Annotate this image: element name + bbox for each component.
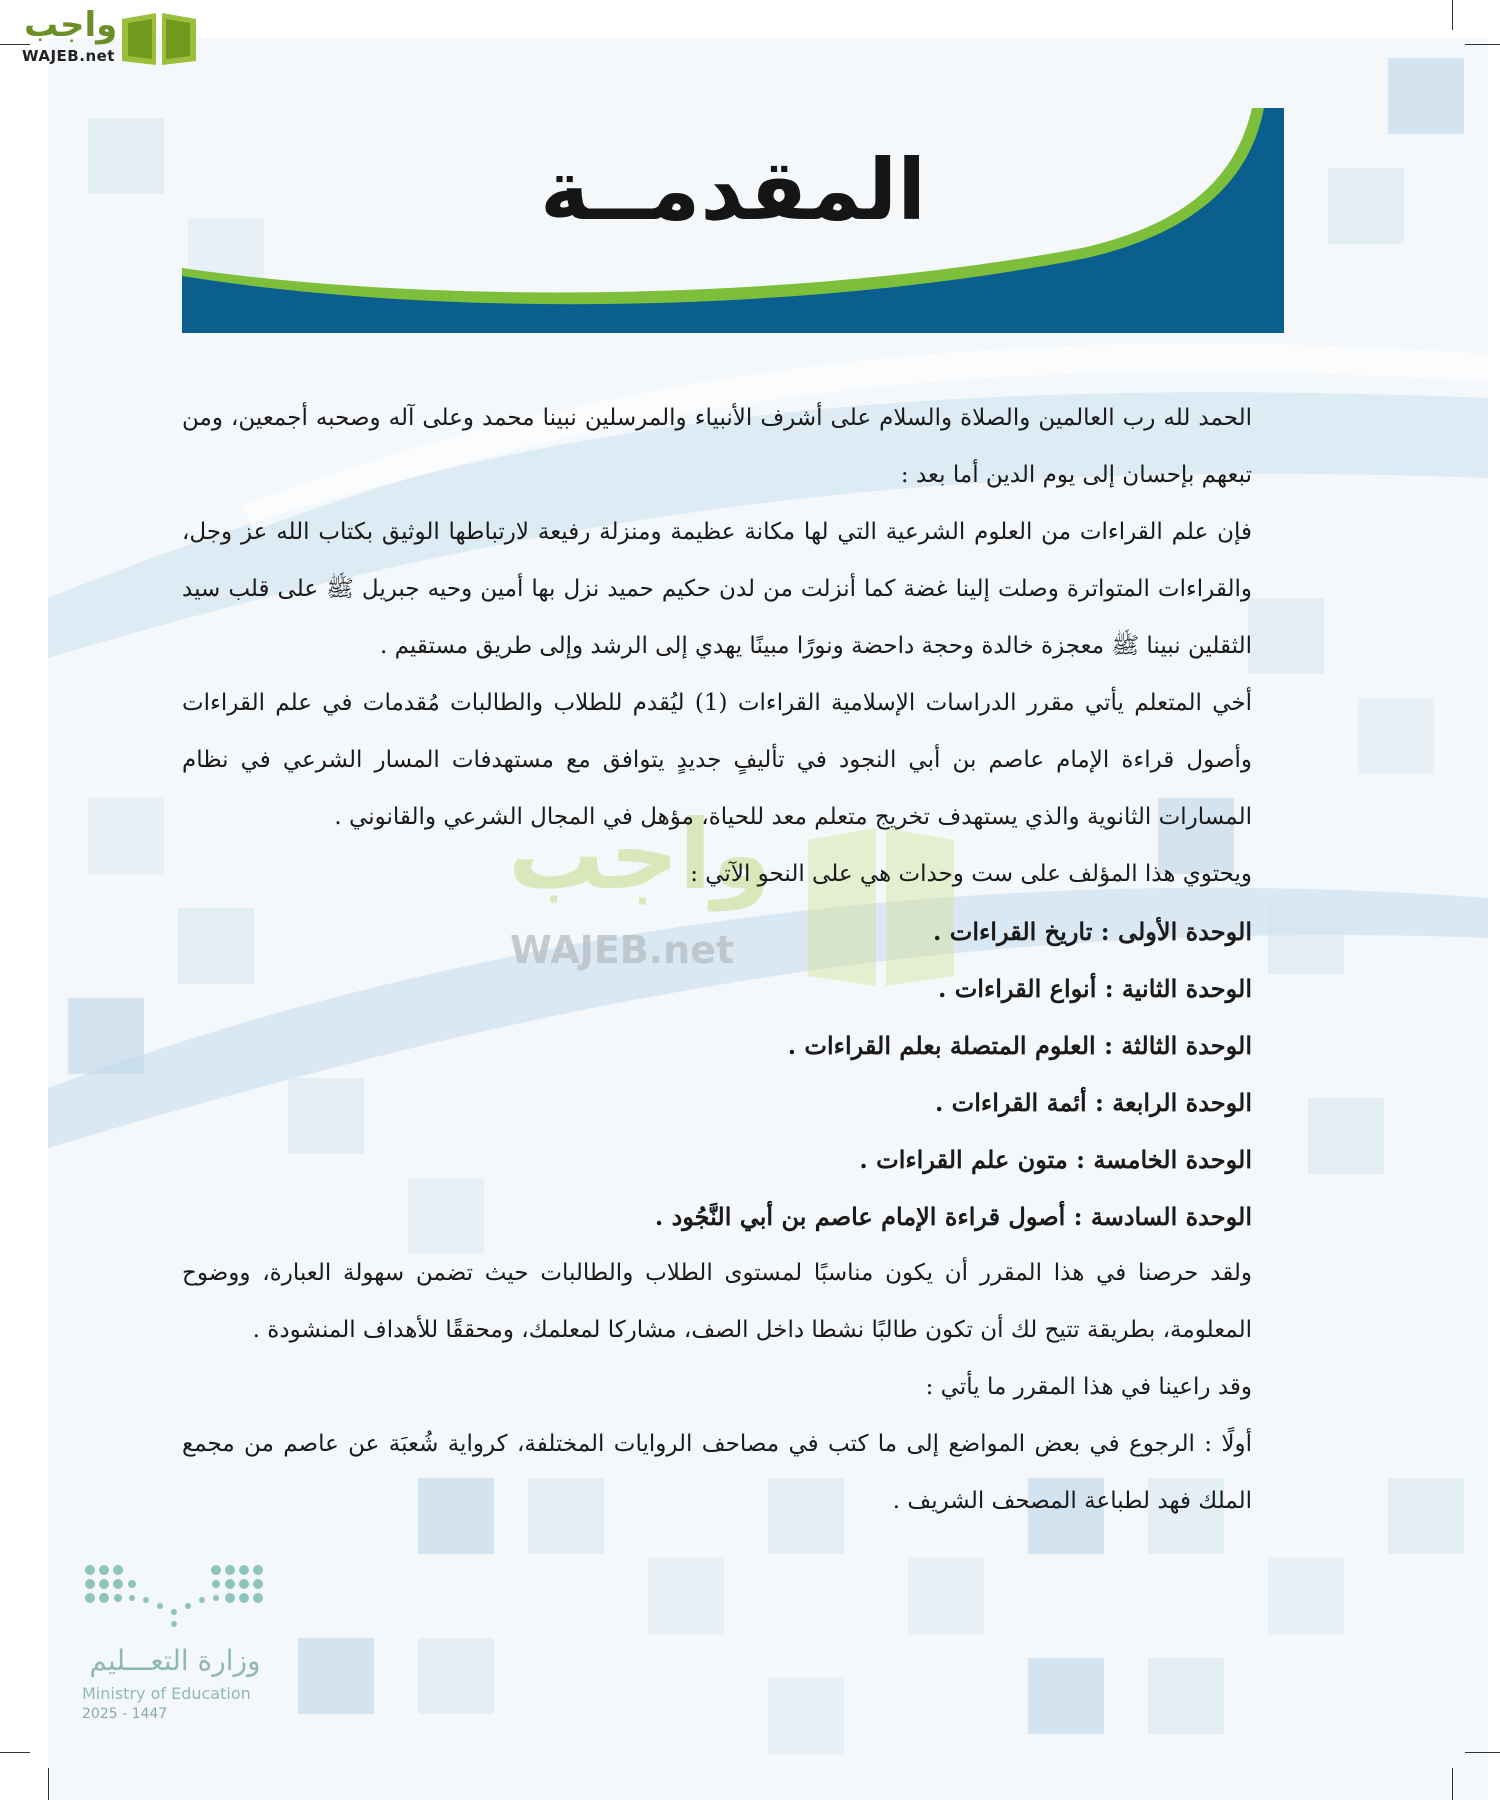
bg-tile: [68, 998, 144, 1074]
paragraph: الحمد لله رب العالمين والصلاة والسلام على أشرف الأنبياء والمرسلين نبينا محمد وعلى آله وصحبه أجمعين، ومن تبعهم بإحسان إلى يوم الدين أما بعد :: [182, 405, 1252, 488]
bg-tile: [1308, 1098, 1384, 1174]
paragraph: أولًا : الرجوع في بعض المواضع إلى ما كتب في مصاحف الروايات المختلفة، كرواية شُعبَة عن عاصم من مجمع الملك فهد لطباعة المصحف الشريف .: [182, 1431, 1252, 1514]
crop-mark: [0, 1752, 30, 1753]
watermark-arabic: واجب: [508, 799, 772, 911]
logo-latin-text: WAJEB.net: [22, 47, 115, 65]
paragraph: وقد راعينا في هذا المقرر ما يأتي :: [925, 1374, 1252, 1400]
crop-mark: [1452, 0, 1453, 30]
bg-tile: [908, 1558, 984, 1634]
open-book-icon: [120, 9, 198, 67]
paragraph: أخي المتعلم يأتي مقرر الدراسات الإسلامية القراءات (1) ليُقدم للطلاب والطالبات مُقدمات في علم القراءات وأصول قراءة الإمام عاصم بن أبي النجود في تأليفٍ جديدٍ يتوافق مع مستهدفات المسار الشرعي في نظام المسارات الثانوية والذي يستهدف تخريج متعلم معد للحياة، مؤهل في المجال الشرعي والقانوني .: [182, 690, 1252, 830]
bg-tile: [648, 1558, 724, 1634]
bg-tile: [1328, 168, 1404, 244]
bg-tile: [88, 118, 164, 194]
bg-tile: [88, 798, 164, 874]
wajeb-logo[interactable]: [10, 5, 190, 67]
unit-item: الوحدة الثانية : أنواع القراءات .: [937, 974, 1252, 1003]
crop-mark: [1452, 1768, 1453, 1800]
ministry-year: 2025 - 1447: [82, 1706, 168, 1722]
crop-mark: [1465, 1752, 1500, 1753]
unit-item: الوحدة الأولى : تاريخ القراءات .: [933, 917, 1252, 946]
ministry-dots-icon: [80, 1560, 270, 1632]
units-list: [182, 903, 1284, 1245]
paragraph: ويحتوي هذا المؤلف على ست وحدات هي على النحو الآتي :: [690, 861, 1252, 887]
unit-item: الوحدة الرابعة : أئمة القراءات .: [934, 1088, 1252, 1117]
crop-mark: [1465, 44, 1500, 45]
page-title: المقدمــة: [540, 141, 926, 239]
logo-arabic-text: واجب: [24, 5, 118, 45]
ministry-english-name: Ministry of Education: [82, 1684, 251, 1703]
paragraph: ولقد حرصنا في هذا المقرر أن يكون مناسبًا لمستوى الطلاب والطالبات حيث تضمن سهولة العبارة، ووضوح المعلومة، بطريقة تتيح لك أن تكون طالبًا نشطا داخل الصف، مشاركا لمعلمك، ومحققًا للأهداف المنشودة .: [182, 1260, 1252, 1343]
bg-tile: [418, 1638, 494, 1714]
bg-tile: [1148, 1658, 1224, 1734]
bg-tile: [1358, 698, 1434, 774]
bg-tile: [1268, 1558, 1344, 1634]
bg-tile: [1388, 1478, 1464, 1554]
bg-tile: [298, 1638, 374, 1714]
unit-item: الوحدة السادسة : أصول قراءة الإمام عاصم بن أبي النَّجُود .: [654, 1202, 1252, 1231]
bg-tile: [1028, 1658, 1104, 1734]
intro-content: [182, 390, 1284, 1530]
crop-mark: [48, 1768, 49, 1800]
ministry-arabic-name: وزارة التعـــليم: [89, 1644, 261, 1677]
unit-item: الوحدة الخامسة : متون علم القراءات .: [859, 1145, 1252, 1174]
paragraph: فإن علم القراءات من العلوم الشرعية التي لها مكانة عظيمة ومنزلة رفيعة لارتباطها الوثيق بكتاب الله عز وجل، والقراءات المتواترة وصلت إلينا غضة كما أنزلت من لدن حكيم حميد نزل بها أمين وحيه جبريل ﷺ على قلب سيد الثقلين نبينا ﷺ معجزة خالدة وحجة داحضة ونورًا مبينًا يهدي إلى الرشد وإلى طريق مستقيم .: [182, 519, 1252, 659]
watermark-latin: WAJEB.net: [510, 928, 735, 972]
bg-tile: [1388, 58, 1464, 134]
unit-item: الوحدة الثالثة : العلوم المتصلة بعلم القراءات .: [787, 1031, 1252, 1060]
bg-tile: [768, 1678, 844, 1754]
ministry-logo: [80, 1560, 290, 1730]
